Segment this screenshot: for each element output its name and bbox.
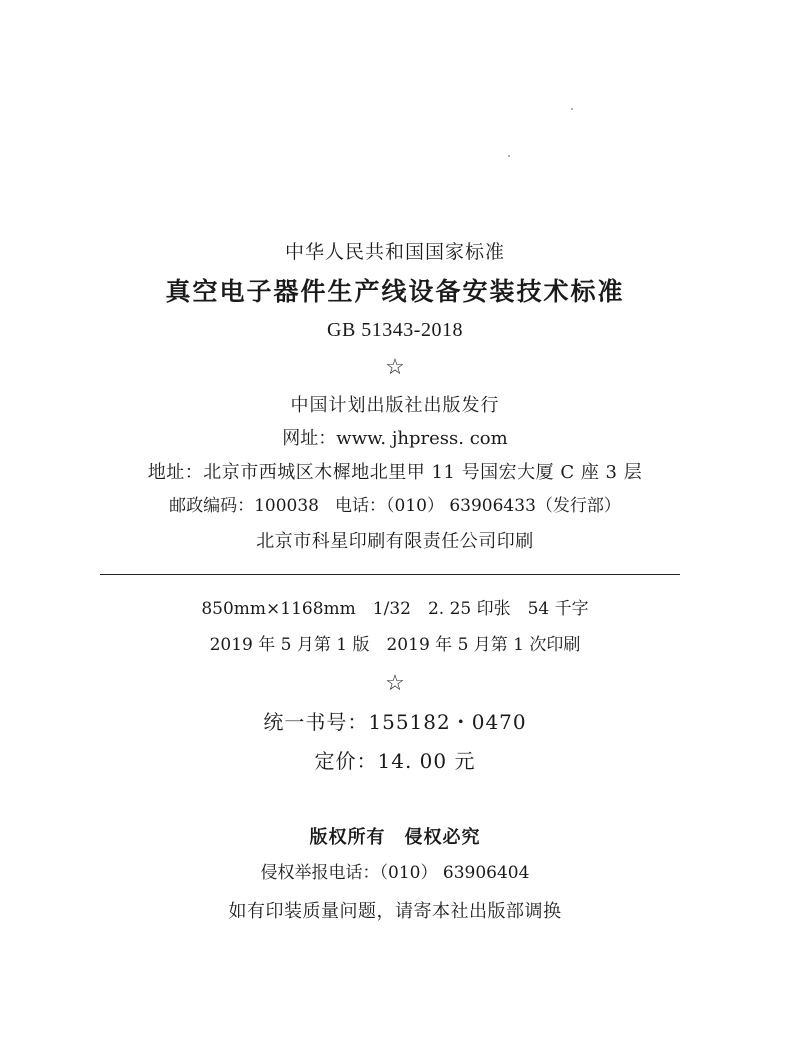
standard-title: 真空电子器件生产线设备安装技术标准 (165, 277, 625, 306)
book-number: 统一书号：155182・0470 (263, 710, 527, 734)
postcode: 邮政编码：100038 (169, 496, 319, 516)
star-divider-bottom: ☆ (385, 671, 405, 696)
piracy-hotline: 侵权举报电话：（010） 63906404 (260, 863, 530, 883)
standard-series: 中华人民共和国国家标准 (284, 241, 505, 263)
printer: 北京市科星印刷有限责任公司印刷 (256, 531, 534, 552)
horizontal-rule (100, 574, 680, 575)
website: 网址：www. jhpress. com (282, 428, 508, 449)
phone: 电话：（010） 63906433（发行部） (335, 496, 621, 516)
standard-code: GB 51343-2018 (327, 319, 463, 341)
publisher: 中国计划出版社出版发行 (290, 395, 500, 416)
scan-speck (571, 108, 573, 110)
address: 地址：北京市西城区木樨地北里甲 11 号国宏大厦 C 座 3 层 (147, 462, 643, 483)
copyright-notice: 版权所有 侵权必究 (309, 827, 481, 848)
print-format: 850mm×1168mm 1/32 2. 25 印张 54 千字 (201, 599, 589, 619)
scan-speck (508, 155, 510, 157)
contact-line (0, 498, 790, 515)
star-divider-top: ☆ (385, 355, 405, 380)
quality-notice: 如有印装质量问题，请寄本社出版部调换 (228, 901, 562, 922)
price: 定价：14. 00 元 (314, 749, 476, 773)
edition-info: 2019 年 5 月第 1 版 2019 年 5 月第 1 次印刷 (209, 635, 581, 655)
